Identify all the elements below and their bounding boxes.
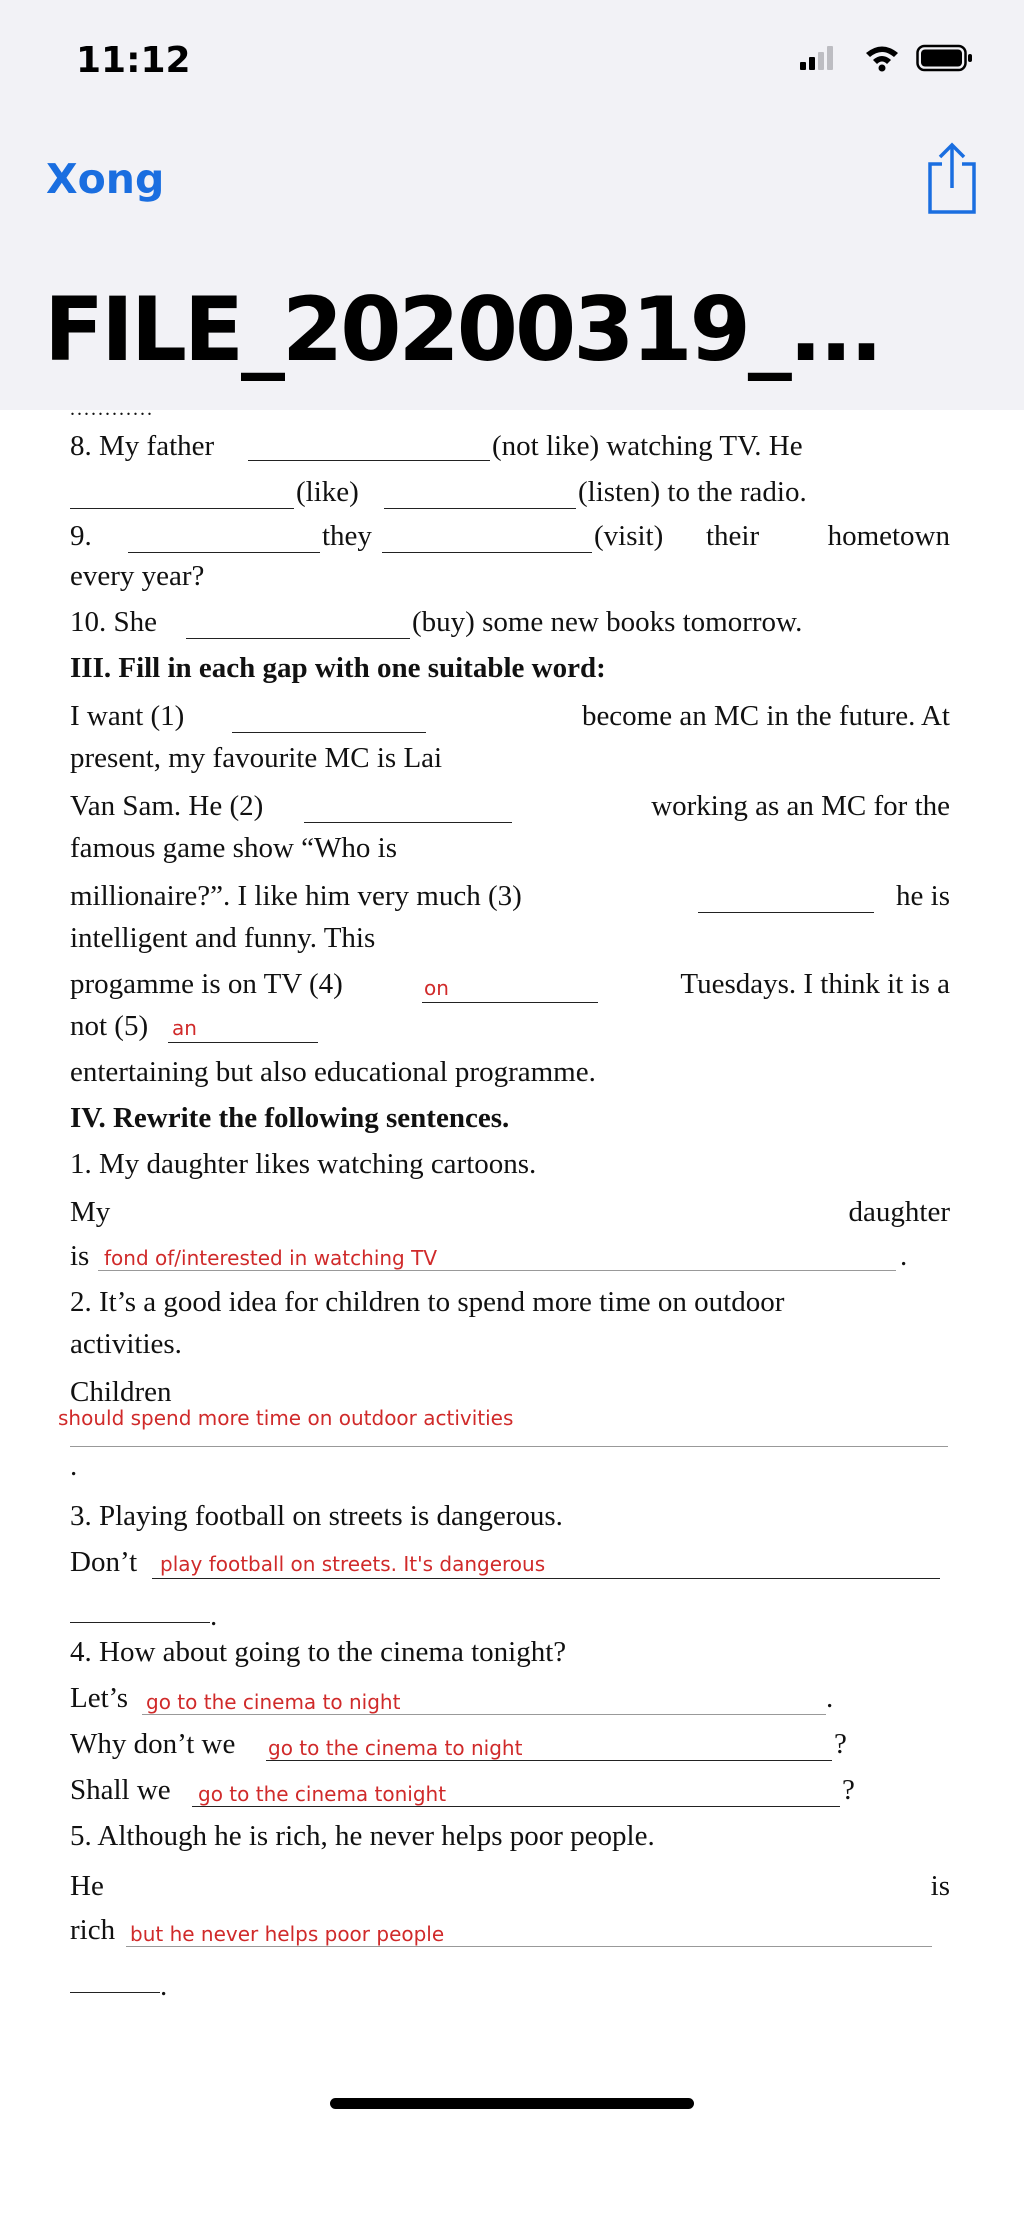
rewrite-4c-start: Shall we	[70, 1774, 171, 1806]
rewrite-4a-dot: .	[826, 1682, 834, 1714]
rewrite-4c-line	[192, 1806, 840, 1807]
passage-line-7b: Tuesdays. I think it is a	[680, 968, 950, 1000]
q9-blank-2	[382, 552, 592, 553]
rewrite-2-start: Children	[70, 1376, 172, 1408]
rewrite-5-is: is	[930, 1870, 950, 1902]
section-3-title: III. Fill in each gap with one suitable word:	[70, 652, 606, 684]
passage-line-7a: progamme is on TV (4)	[70, 968, 343, 1000]
rewrite-1-daughter: daughter	[848, 1196, 950, 1228]
q9-they: they	[322, 520, 372, 552]
passage-line-3a: Van Sam. He (2)	[70, 790, 264, 822]
passage-line-5a: millionaire?”. I like him very much (3)	[70, 880, 522, 912]
wifi-icon	[864, 44, 900, 72]
rewrite-1-start: My	[70, 1196, 111, 1228]
q8-start: 8. My father	[70, 430, 215, 462]
q9-end: every year?	[70, 560, 205, 592]
done-button[interactable]: Xong	[46, 155, 165, 203]
q8-end: (listen) to the radio.	[578, 476, 807, 508]
rewrite-5-line-2	[70, 1992, 160, 1993]
gap-3	[698, 912, 874, 913]
q8-like: (like)	[296, 476, 359, 508]
home-indicator[interactable]	[330, 2098, 694, 2109]
document-page	[0, 398, 1024, 2170]
rewrite-5-answer: but he never helps poor people	[130, 1922, 445, 1946]
passage-line-5b: he is	[896, 880, 950, 912]
q10-end: (buy) some new books tomorrow.	[412, 606, 803, 638]
q10-blank	[186, 638, 410, 639]
q10-start: 10. She	[70, 606, 157, 638]
rewrite-2-prompt-end: activities.	[70, 1328, 182, 1360]
passage-line-8: not (5)	[70, 1010, 149, 1042]
section-4-title: IV. Rewrite the following sentences.	[70, 1102, 510, 1134]
rewrite-2-line	[70, 1446, 948, 1447]
q9-blank-1	[128, 552, 320, 553]
rewrite-1-answer: fond of/interested in watching TV	[104, 1246, 438, 1270]
rewrite-5-line	[126, 1946, 932, 1947]
gap-4	[422, 1002, 598, 1003]
answer-5: an	[172, 1016, 197, 1040]
rewrite-4c-answer: go to the cinema tonight	[198, 1782, 447, 1806]
rewrite-3-line-2	[70, 1622, 210, 1623]
rewrite-4-prompt: 4. How about going to the cinema tonight?	[70, 1636, 567, 1668]
rewrite-1-dot: .	[900, 1240, 908, 1272]
q9-num: 9.	[70, 520, 92, 552]
rewrite-4b-answer: go to the cinema to night	[268, 1736, 523, 1760]
rewrite-5-start: He	[70, 1870, 104, 1902]
rewrite-1-prompt: 1. My daughter likes watching cartoons.	[70, 1148, 537, 1180]
q8-blank-2	[70, 508, 294, 509]
gap-1	[232, 732, 426, 733]
q9-their: their	[706, 520, 760, 552]
rewrite-2-answer: should spend more time on outdoor activities	[58, 1406, 514, 1430]
q8-mid: (not like) watching TV. He	[492, 430, 803, 462]
gap-2	[304, 822, 512, 823]
answer-4: on	[424, 976, 449, 1000]
rewrite-1-line	[98, 1270, 896, 1271]
q9-visit: (visit)	[594, 520, 664, 552]
q8-blank-3	[384, 508, 576, 509]
rewrite-4b-qmark: ?	[834, 1728, 847, 1760]
rewrite-5-prompt: 5. Although he is rich, he never helps poor people.	[70, 1820, 655, 1852]
q8-blank-1	[248, 460, 490, 461]
rewrite-2-prompt: 2. It’s a good idea for children to spend more time on outdoor	[70, 1286, 785, 1318]
passage-line-1b: become an MC in the future. At	[581, 700, 950, 732]
rewrite-3-line	[152, 1578, 940, 1579]
document-title: FILE_20200319_...	[44, 278, 881, 381]
gap-5	[168, 1042, 318, 1043]
rewrite-4a-line	[142, 1714, 826, 1715]
share-icon[interactable]	[922, 140, 982, 221]
rewrite-4a-start: Let’s	[70, 1682, 128, 1714]
passage-line-4: famous game show “Who is	[70, 832, 397, 864]
passage-line-6: intelligent and funny. This	[70, 922, 376, 954]
rewrite-4c-qmark: ?	[842, 1774, 855, 1806]
rewrite-1-is: is	[70, 1240, 90, 1272]
rewrite-4b-line	[266, 1760, 832, 1761]
battery-icon	[916, 44, 974, 72]
status-time: 11:12	[76, 40, 191, 81]
rewrite-3-start: Don’t	[70, 1546, 138, 1578]
rewrite-3-dot: .	[210, 1600, 218, 1632]
top-dots: ............	[70, 398, 154, 420]
q9-hometown: hometown	[827, 520, 950, 552]
passage-line-3b: working as an MC for the	[651, 790, 950, 822]
rewrite-5-dot: .	[160, 1970, 168, 2002]
passage-line-9: entertaining but also educational programme.	[70, 1056, 596, 1088]
rewrite-4a-answer: go to the cinema to night	[146, 1690, 401, 1714]
rewrite-3-prompt: 3. Playing football on streets is dangerous.	[70, 1500, 563, 1532]
rewrite-4b-start: Why don’t we	[70, 1728, 236, 1760]
passage-line-2: present, my favourite MC is Lai	[70, 742, 443, 774]
signal-icon	[800, 44, 844, 70]
rewrite-2-dot: .	[70, 1450, 78, 1482]
top-bar	[0, 0, 1024, 410]
rewrite-3-answer: play football on streets. It's dangerous	[160, 1552, 546, 1576]
rewrite-5-rich: rich	[70, 1914, 116, 1946]
passage-line-1a: I want (1)	[70, 700, 185, 732]
